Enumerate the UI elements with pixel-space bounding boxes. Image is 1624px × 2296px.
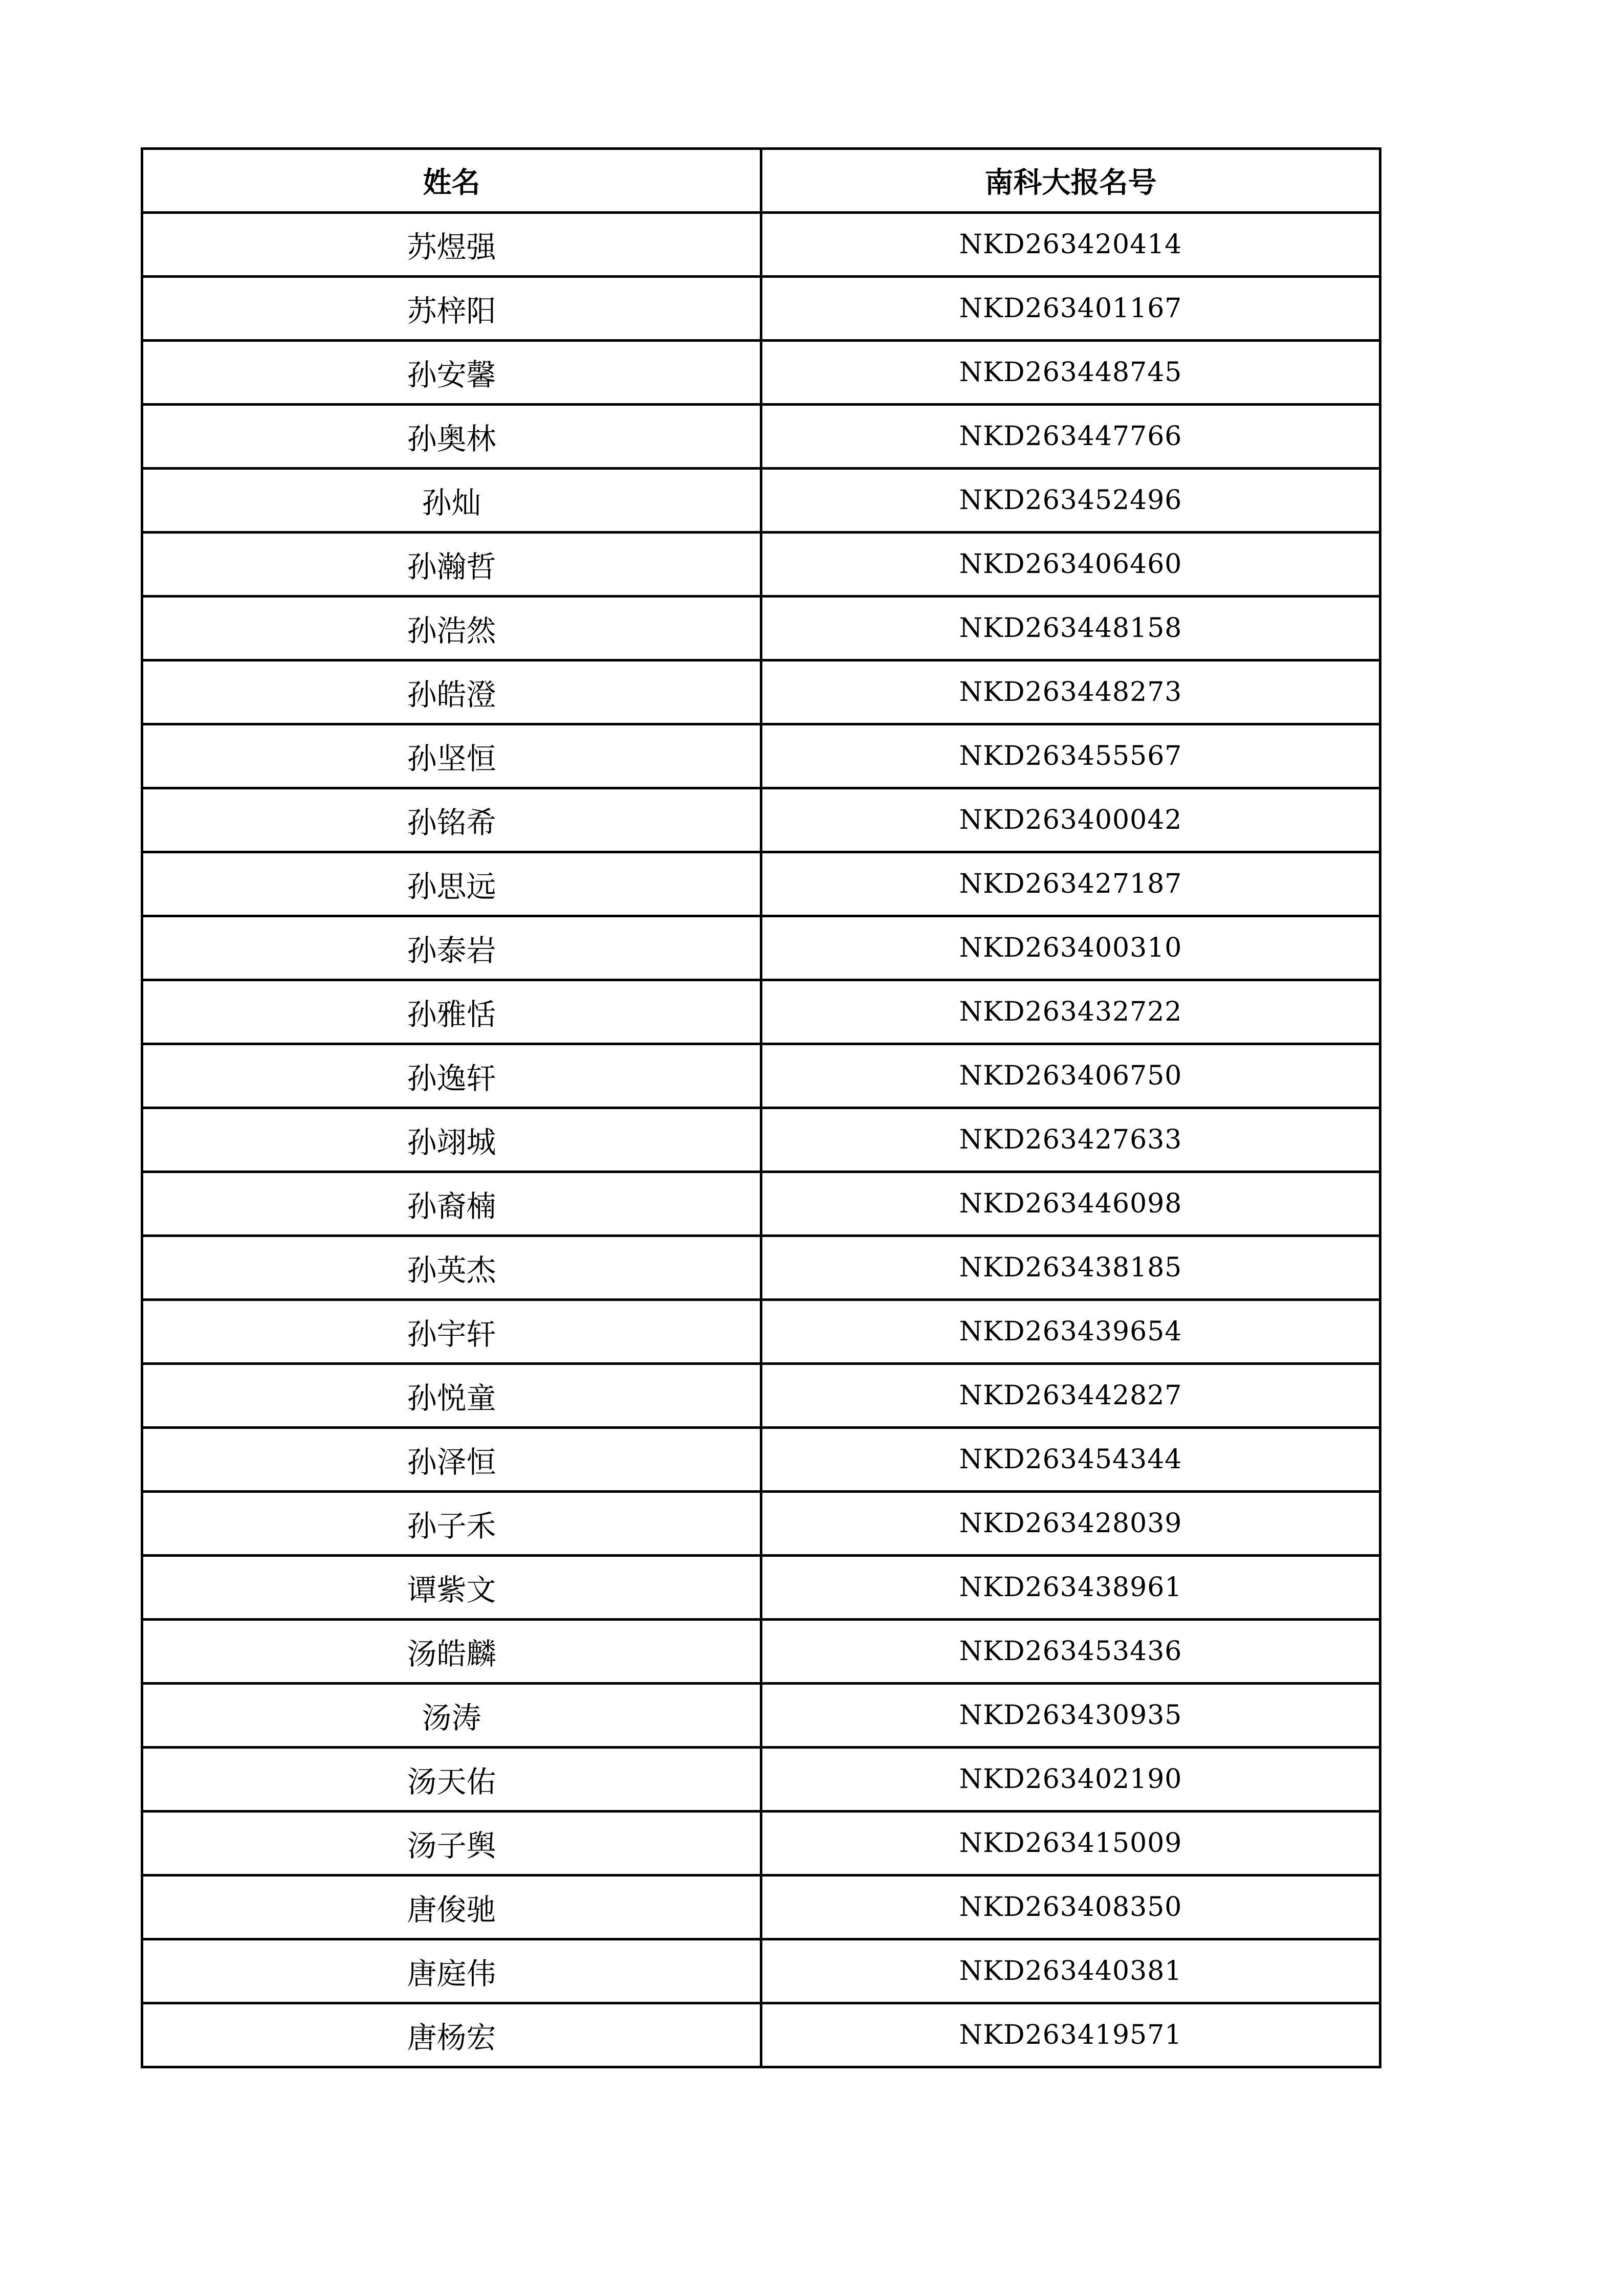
table-row — [142, 660, 1380, 724]
registration-number-cell: NKD263448158 — [761, 597, 1380, 660]
registration-number-cell: NKD263402190 — [761, 1748, 1380, 1812]
registration-number-cell: NKD263406460 — [761, 533, 1380, 597]
registration-number-cell: NKD263448745 — [761, 341, 1380, 405]
registration-number-cell: NKD263406750 — [761, 1044, 1380, 1108]
student-name-cell: 孙子禾 — [142, 1492, 761, 1556]
registration-number-cell: NKD263440381 — [761, 1939, 1380, 2003]
student-name-cell: 孙皓澄 — [142, 660, 761, 724]
table-row — [142, 1364, 1380, 1428]
table-row — [142, 1428, 1380, 1492]
table-row — [142, 341, 1380, 405]
student-name-cell: 孙泰岩 — [142, 916, 761, 980]
registration-number-cell: NKD263432722 — [761, 980, 1380, 1044]
table-row — [142, 277, 1380, 341]
student-name-cell: 唐杨宏 — [142, 2003, 761, 2067]
student-name-cell: 孙宇轩 — [142, 1300, 761, 1364]
student-name-cell: 孙悦童 — [142, 1364, 761, 1428]
registration-number-cell: NKD263448273 — [761, 660, 1380, 724]
student-name-cell: 孙翊城 — [142, 1108, 761, 1172]
table-row — [142, 916, 1380, 980]
table-row — [142, 2003, 1380, 2067]
registration-number-cell: NKD263438961 — [761, 1556, 1380, 1620]
table-row — [142, 852, 1380, 916]
student-name-cell: 孙浩然 — [142, 597, 761, 660]
student-name-cell: 孙雅恬 — [142, 980, 761, 1044]
table-row — [142, 1748, 1380, 1812]
registration-number-cell: NKD263415009 — [761, 1812, 1380, 1875]
registration-number-cell: NKD263408350 — [761, 1875, 1380, 1939]
student-name-cell: 孙灿 — [142, 469, 761, 533]
student-name-cell: 孙逸轩 — [142, 1044, 761, 1108]
table-row — [142, 1939, 1380, 2003]
registration-number-cell: NKD263419571 — [761, 2003, 1380, 2067]
table-row — [142, 1300, 1380, 1364]
student-name-cell: 孙裔楠 — [142, 1172, 761, 1236]
table-row — [142, 533, 1380, 597]
registration-table — [141, 147, 1381, 2068]
table-row — [142, 724, 1380, 788]
registration-number-cell: NKD263400042 — [761, 788, 1380, 852]
registration-number-cell: NKD263428039 — [761, 1492, 1380, 1556]
student-name-cell: 汤子舆 — [142, 1812, 761, 1875]
table-row — [142, 1812, 1380, 1875]
table-row — [142, 597, 1380, 660]
table-row — [142, 1172, 1380, 1236]
student-name-cell: 孙思远 — [142, 852, 761, 916]
registration-number-cell: NKD263420414 — [761, 213, 1380, 277]
table-row — [142, 213, 1380, 277]
student-name-cell: 谭紫文 — [142, 1556, 761, 1620]
table-row — [142, 1236, 1380, 1300]
student-name-cell: 孙铭希 — [142, 788, 761, 852]
registration-number-cell: NKD263400310 — [761, 916, 1380, 980]
table-header-row — [142, 149, 1380, 213]
registration-number-cell: NKD263442827 — [761, 1364, 1380, 1428]
student-name-cell: 孙泽恒 — [142, 1428, 761, 1492]
table-row — [142, 1044, 1380, 1108]
registration-number-cell: NKD263453436 — [761, 1620, 1380, 1684]
student-name-cell: 孙奥林 — [142, 405, 761, 469]
registration-number-cell: NKD263452496 — [761, 469, 1380, 533]
table-row — [142, 1108, 1380, 1172]
table-row — [142, 1875, 1380, 1939]
registration-number-cell: NKD263427187 — [761, 852, 1380, 916]
registration-number-cell: NKD263447766 — [761, 405, 1380, 469]
table-row — [142, 1684, 1380, 1748]
student-name-cell: 汤皓麟 — [142, 1620, 761, 1684]
table-row — [142, 1620, 1380, 1684]
student-name-cell: 孙安馨 — [142, 341, 761, 405]
table-row — [142, 788, 1380, 852]
table-row — [142, 980, 1380, 1044]
table-body — [142, 213, 1380, 2067]
registration-number-cell: NKD263430935 — [761, 1684, 1380, 1748]
table-row — [142, 1556, 1380, 1620]
student-name-cell: 唐庭伟 — [142, 1939, 761, 2003]
student-name-cell: 汤天佑 — [142, 1748, 761, 1812]
student-name-cell: 孙瀚哲 — [142, 533, 761, 597]
registration-number-cell: NKD263446098 — [761, 1172, 1380, 1236]
column-header-name: 姓名 — [142, 149, 761, 213]
student-name-cell: 苏煜强 — [142, 213, 761, 277]
registration-number-cell: NKD263427633 — [761, 1108, 1380, 1172]
student-name-cell: 唐俊驰 — [142, 1875, 761, 1939]
registration-number-cell: NKD263439654 — [761, 1300, 1380, 1364]
registration-number-cell: NKD263438185 — [761, 1236, 1380, 1300]
registration-number-cell: NKD263454344 — [761, 1428, 1380, 1492]
table-row — [142, 469, 1380, 533]
student-name-cell: 苏梓阳 — [142, 277, 761, 341]
registration-number-cell: NKD263401167 — [761, 277, 1380, 341]
column-header-registration-number: 南科大报名号 — [761, 149, 1380, 213]
student-name-cell: 汤涛 — [142, 1684, 761, 1748]
table-row — [142, 1492, 1380, 1556]
student-name-cell: 孙坚恒 — [142, 724, 761, 788]
registration-number-cell: NKD263455567 — [761, 724, 1380, 788]
student-name-cell: 孙英杰 — [142, 1236, 761, 1300]
table-row — [142, 405, 1380, 469]
